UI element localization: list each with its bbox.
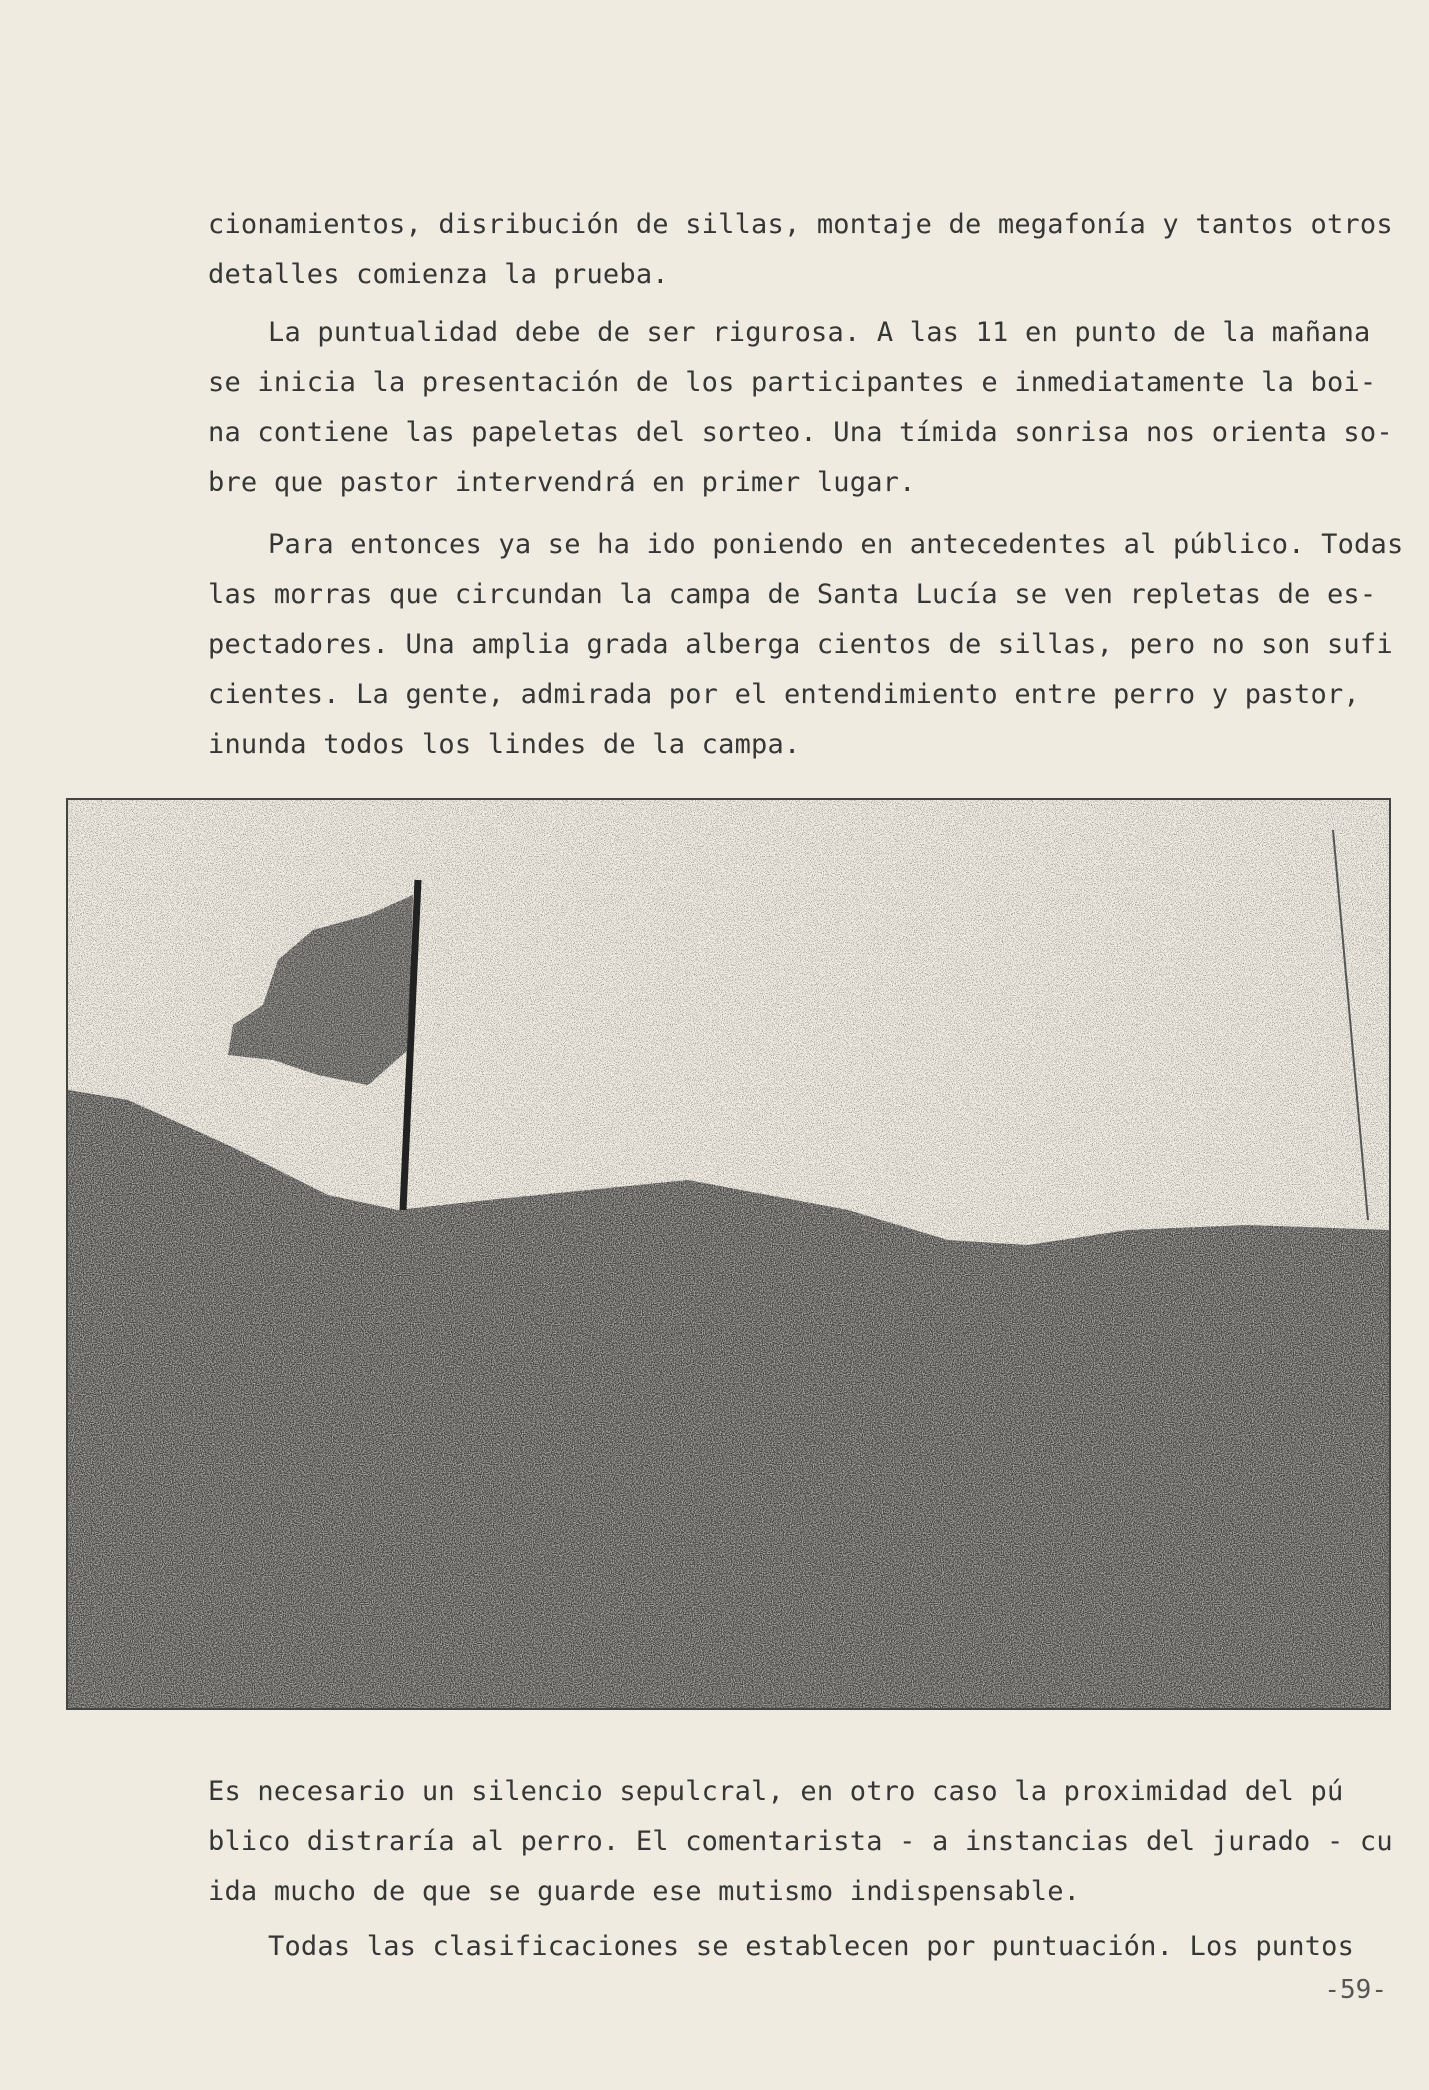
photograph xyxy=(66,798,1391,1710)
paragraph-1 xyxy=(208,200,1393,300)
paragraph-2 xyxy=(208,308,1393,508)
text-line: Todas las clasificaciones se establecen por puntuación. Los puntos xyxy=(268,1931,1355,1962)
text-line: cientes. La gente, admirada por el entendimiento entre perro y pastor, xyxy=(208,679,1360,710)
paragraph-3 xyxy=(208,520,1404,770)
text-line: bre que pastor intervendrá en primer lugar. xyxy=(208,467,916,498)
text-line: las morras que circundan la campa de Santa Lucía se ven repletas de es- xyxy=(208,579,1377,610)
bleed-through-ghost xyxy=(165,128,1305,176)
text-line: La puntualidad debe de ser rigurosa. A las 11 en punto de la mañana xyxy=(268,317,1371,348)
text-line: pectadores. Una amplia grada alberga cientos de sillas, pero no son sufi xyxy=(208,629,1393,660)
text-line: detalles comienza la prueba. xyxy=(208,259,669,290)
text-line: Para entonces ya se ha ido poniendo en antecedentes al público. Todas xyxy=(268,529,1404,560)
text-line: se inicia la presentación de los participantes e inmediatamente la boi- xyxy=(208,367,1377,398)
text-line: Es necesario un silencio sepulcral, en otro caso la proximidad del pú xyxy=(208,1776,1344,1807)
text-line: blico distraría al perro. El comentarista - a instancias del jurado - cu xyxy=(208,1826,1393,1857)
paragraph-5 xyxy=(208,1922,1355,1972)
photo-hillside-crowd-flag-icon xyxy=(68,800,1389,1708)
text-line: ida mucho de que se guarde ese mutismo indispensable. xyxy=(208,1876,1081,1907)
text-line: cionamientos, disribución de sillas, montaje de megafonía y tantos otros xyxy=(208,209,1393,240)
page-number: -59- xyxy=(1324,1975,1387,2005)
text-line: na contiene las papeletas del sorteo. Una tímida sonrisa nos orienta so- xyxy=(208,417,1393,448)
text-line: inunda todos los lindes de la campa. xyxy=(208,729,801,760)
paragraph-4 xyxy=(208,1767,1393,1917)
